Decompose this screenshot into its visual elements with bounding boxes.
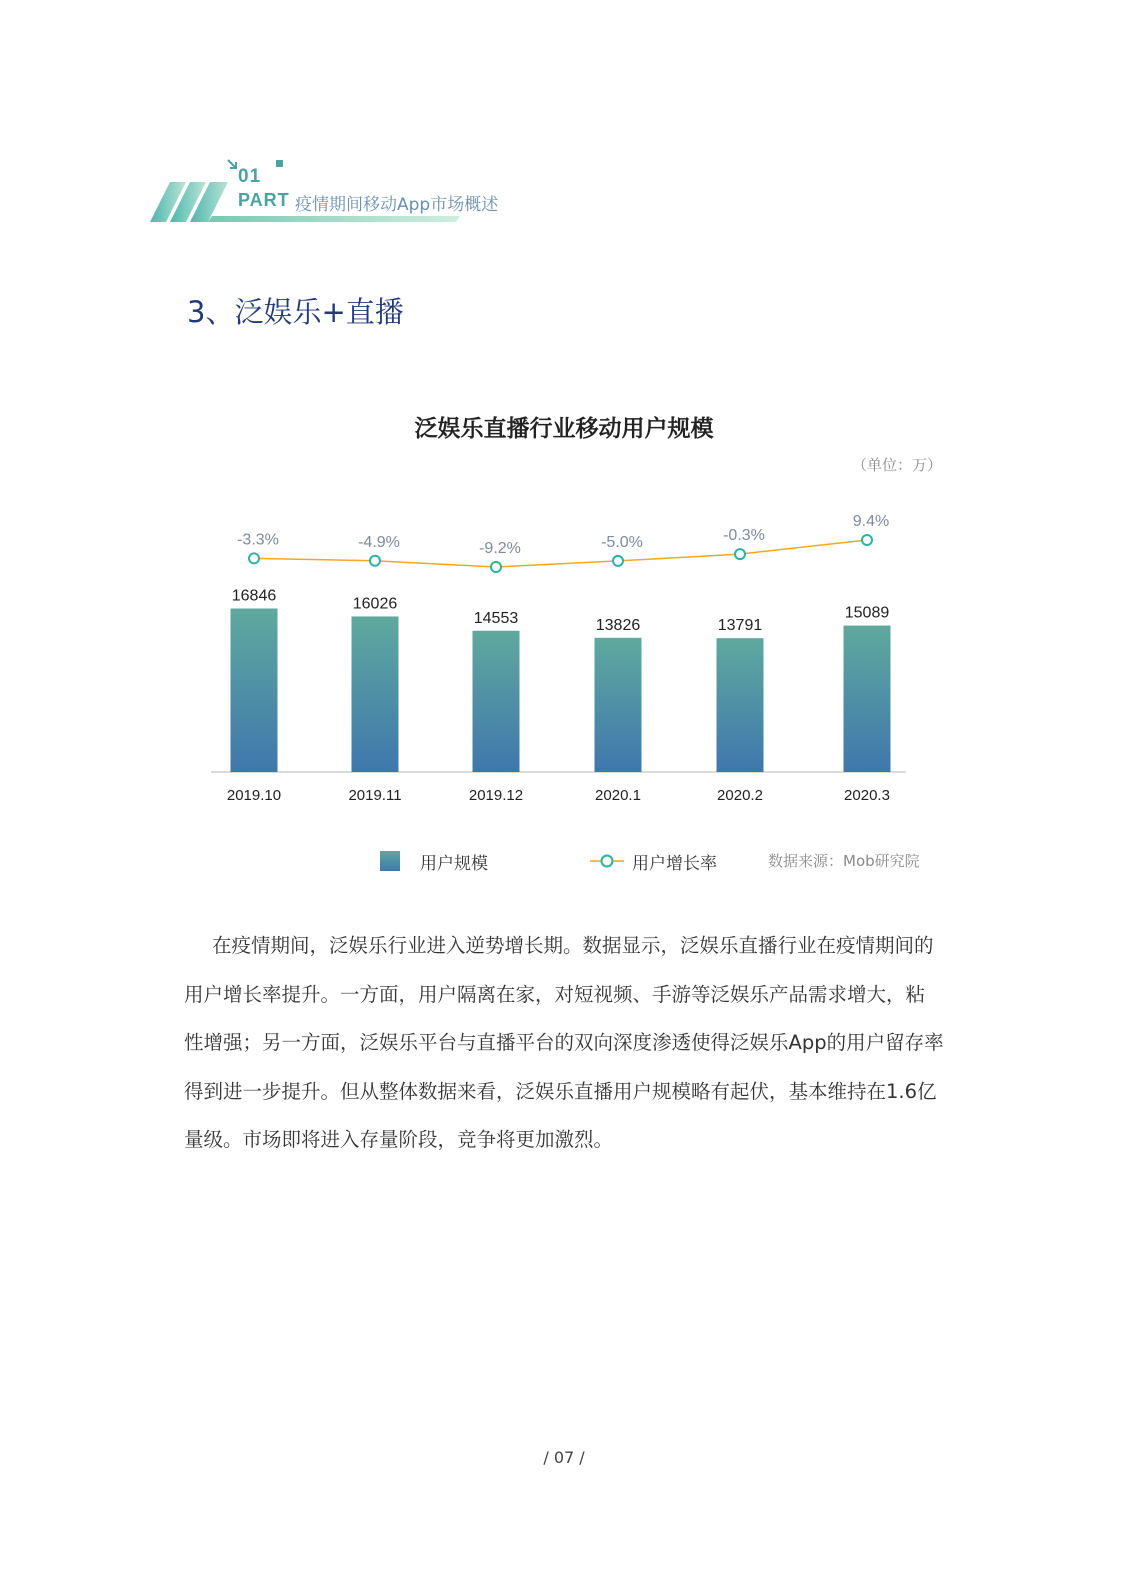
- bar-2020.2: [717, 638, 764, 772]
- data-source: 数据来源：Mob研究院: [768, 852, 920, 870]
- part-label: PART: [238, 190, 290, 210]
- growth-rate-label: -4.9%: [358, 533, 400, 551]
- x-tick-label: 2019.10: [226, 787, 282, 804]
- x-tick-label: 2019.12: [468, 787, 524, 804]
- legend-line-label: 用户增长率: [632, 853, 717, 874]
- growth-rate-point: [862, 535, 872, 545]
- bar-value-label: 13791: [717, 617, 763, 635]
- page-number: / 07 /: [543, 1448, 585, 1467]
- growth-rate-point: [613, 556, 623, 566]
- section-title: 3、泛娱乐+直播: [187, 295, 404, 329]
- legend-bar-swatch: [380, 851, 400, 871]
- legend-line-swatch: [590, 851, 624, 871]
- legend-item-bar: [380, 848, 488, 874]
- growth-rate-label: 9.4%: [852, 513, 890, 530]
- chart-unit: （单位：万）: [852, 456, 943, 474]
- bar-value-label: 16846: [231, 587, 277, 605]
- growth-rate-label: -5.0%: [601, 533, 643, 551]
- x-tick-label: 2019.11: [348, 787, 402, 804]
- body-text: [184, 922, 944, 1165]
- growth-rate-point: [249, 553, 259, 563]
- legend-bar-label: 用户规模: [420, 853, 488, 874]
- growth-rate-point: [491, 562, 501, 572]
- x-tick-label: 2020.2: [717, 787, 763, 804]
- bar-2019.12: [473, 631, 520, 772]
- body-paragraph: 在疫情期间，泛娱乐行业进入逆势增长期。数据显示，泛娱乐直播行业在疫情期间的用户增长率提升。一方面，用户隔离在家，对短视频、手游等泛娱乐产品需求增大，粘性增强；另一方面，泛娱乐平台与直播平台的双向深度渗透使得泛娱乐App的用户留存率得到进一步提升。但从整体数据来看，泛娱乐直播用户规模略有起伏，基本维持在1.6亿量级。市场即将进入存量阶段，竞争将更加激烈。: [184, 934, 944, 1151]
- growth-rate-label: -3.3%: [237, 531, 279, 549]
- x-tick-label: 2020.3: [844, 787, 890, 804]
- bar-2019.10: [231, 609, 278, 773]
- legend-item-line: [590, 848, 717, 874]
- bar-2020.3: [844, 626, 891, 772]
- bar-value-label: 16026: [352, 595, 398, 613]
- x-tick-label: 2020.1: [595, 787, 641, 804]
- growth-rate-point: [370, 556, 380, 566]
- growth-rate-line: [254, 540, 867, 567]
- growth-rate-point: [735, 549, 745, 559]
- bar-value-label: 15089: [844, 604, 890, 622]
- bar-2020.1: [595, 638, 642, 772]
- growth-rate-label: -9.2%: [479, 540, 521, 557]
- part-title: 疫情期间移动App市场概述: [295, 195, 499, 215]
- chart-title: 泛娱乐直播行业移动用户规模: [414, 416, 714, 442]
- growth-rate-label: -0.3%: [723, 527, 765, 545]
- bar-value-label: 14553: [473, 609, 519, 627]
- part-number: 01: [238, 166, 262, 187]
- bar-2019.11: [352, 616, 399, 772]
- bar-value-label: 13826: [595, 616, 641, 634]
